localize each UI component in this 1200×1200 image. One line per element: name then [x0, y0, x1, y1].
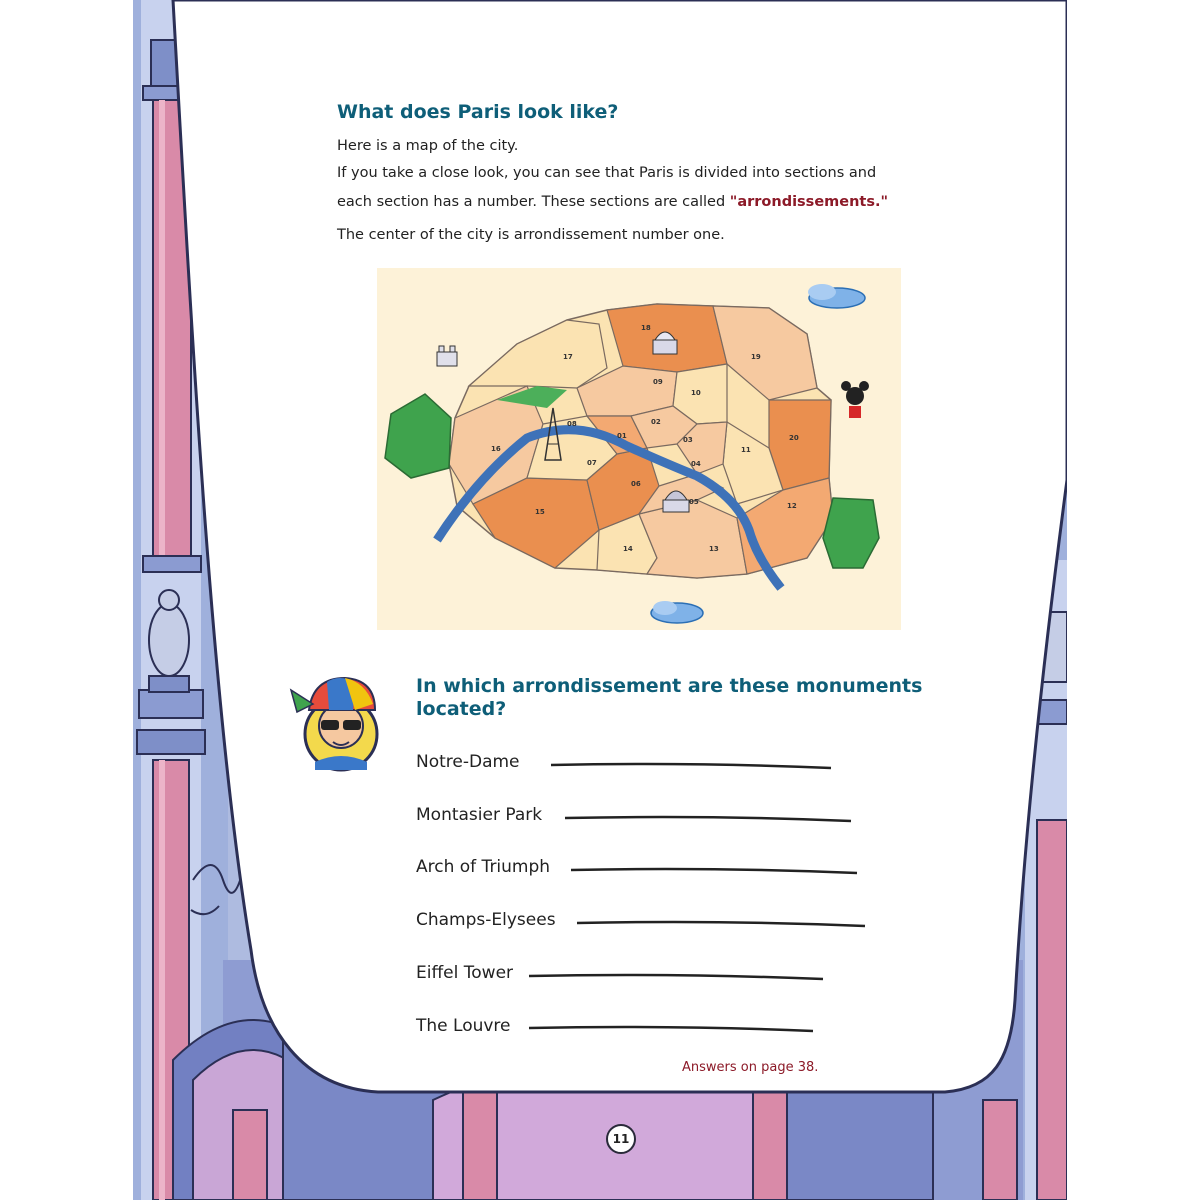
- arrondissement-13: 13: [709, 545, 719, 553]
- arrondissement-17: 17: [563, 353, 573, 361]
- intro-line-2: If you take a close look, you can see that Paris is divided into sections and: [337, 165, 877, 181]
- arrondissement-01: 01: [617, 432, 627, 440]
- arrondissement-19: 19: [751, 353, 761, 361]
- arrondissement-07: 07: [587, 459, 597, 467]
- intro-line-3: [337, 194, 888, 210]
- arrondissement-20: 20: [789, 434, 799, 442]
- intro-line-3-text: each section has a number. These sections are called: [337, 194, 730, 210]
- section-title: What does Paris look like?: [337, 101, 619, 123]
- arrondissement-02: 02: [651, 418, 661, 426]
- page-number: 11: [612, 1132, 630, 1146]
- arrondissement-10: 10: [691, 389, 701, 397]
- monument-label: The Louvre: [416, 1016, 511, 1036]
- arrondissement-06: 06: [631, 480, 641, 488]
- page-number-badge: [606, 1124, 636, 1154]
- arrondissement-16: 16: [491, 445, 501, 453]
- quiz-question: In which arrondissement are these monuments located?: [416, 675, 923, 720]
- monument-label: Arch of Triumph: [416, 857, 551, 877]
- monument-label: Montasier Park: [416, 805, 543, 825]
- arrondissement-15: 15: [535, 508, 545, 516]
- arrondissement-12: 12: [787, 502, 797, 510]
- arrondissement-09: 09: [653, 378, 663, 386]
- arrondissement-04: 04: [691, 460, 701, 468]
- paris-map: [377, 268, 901, 630]
- monument-label: Champs-Elysees: [416, 910, 556, 930]
- arrondissement-05: 05: [689, 498, 699, 506]
- arrondissements-keyword: "arrondissements.": [729, 194, 889, 210]
- worksheet-page: [133, 0, 1067, 1200]
- answers-note: Answers on page 38.: [682, 1060, 819, 1075]
- arrondissement-18: 18: [641, 324, 651, 332]
- monument-label: Eiffel Tower: [416, 963, 514, 983]
- arrondissement-03: 03: [683, 436, 693, 444]
- monument-label: Notre-Dame: [416, 752, 520, 772]
- arrondissement-14: 14: [623, 545, 633, 553]
- arrondissement-11: 11: [741, 446, 751, 454]
- mascot-boy-icon: [283, 664, 389, 774]
- intro-line-4: The center of the city is arrondissement number one.: [337, 227, 725, 243]
- intro-line-1: Here is a map of the city.: [337, 138, 519, 154]
- arrondissement-08: 08: [567, 420, 577, 428]
